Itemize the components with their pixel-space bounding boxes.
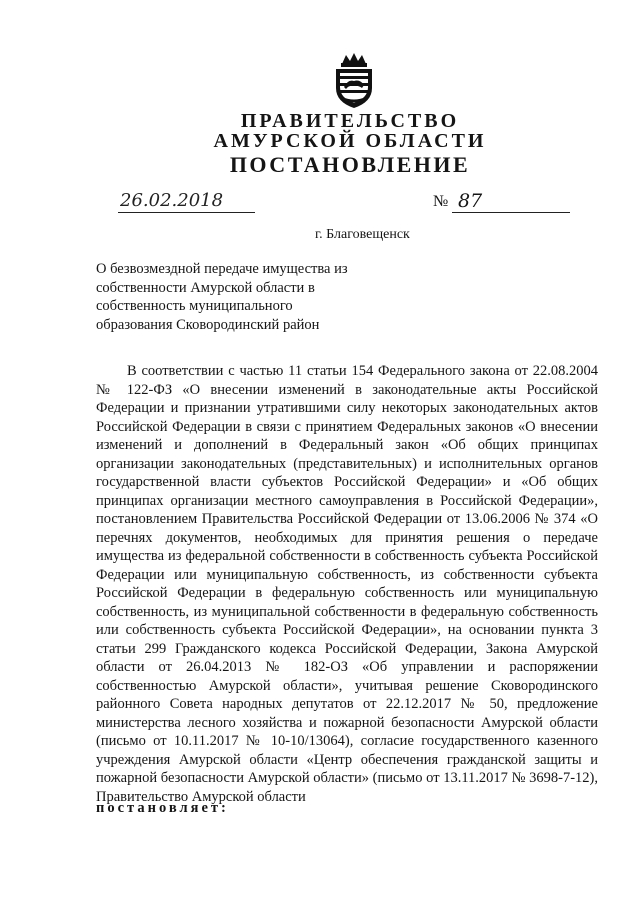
document-number: 87 (452, 190, 570, 213)
city-name: г. Благовещенск (315, 227, 410, 242)
document-body: В соответствии с частью 11 статьи 154 Федерального закона от 22.08.2004 № 122-ФЗ «О внесении изменений в законодательные акты Российской Федерации и признании утратившими силу некоторых законодательных актов Российской Федерации в связи с принятием Федеральных законов «О внесении изменений и дополнений в Федеральный закон «Об общих принципах организации законодательных (представительных) и исполнительных органов государственной власти субъектов Российской Федерации» и «Об общих принципах организации местного самоуправления в Российской Федерации», постановлением Правительства Российской Федерации от 13.06.2006 № 374 «О перечнях документов, необходимых для принятия решения о передаче имущества из федеральной собственности в собственность субъекта Российской Федерации или муниципальную собственность, из собственности субъекта Российской Федерации в федеральную собственность или муниципальную собственность, из муниципальной собственности в федеральную собственность или собственность субъекта Российской Федерации», на основании пункта 3 статьи 299 Гражданского кодекса Российской Федерации, Закона Амурской области от 26.04.2013 № 182-ОЗ «Об управлении и распоряжении собственностью Амурской области», учитывая решение Сковородинского районного Совета народных депутатов от 22.12.2017 № 50, предложение министерства лесного хозяйства и пожарной безопасности Амурской области (письмо от 10.11.2017 № 10-10/13064), согласие государственного казенного учреждения Амурской области «Центр обеспечения гражданской защиты и пожарной безопасности Амурской области» (письмо от 13.11.2017 № 3698-7-12), Правительство Амурской области (96, 363, 598, 805)
government-title-line1: ПРАВИТЕЛЬСТВО (240, 110, 460, 132)
document-date: 26.02.2018 (118, 190, 255, 213)
document-subject: О безвозмездной передаче имущества из собственности Амурской области в собственность муниципального образования Сковородинский район (96, 261, 348, 333)
number-label: № (433, 193, 449, 210)
document-type-title: ПОСТАНОВЛЕНИЕ (229, 152, 471, 177)
government-title-line2: АМУРСКОЙ ОБЛАСТИ (213, 130, 487, 152)
coat-of-arms-icon (330, 52, 378, 110)
resolves-heading: постановляет: (96, 800, 229, 816)
